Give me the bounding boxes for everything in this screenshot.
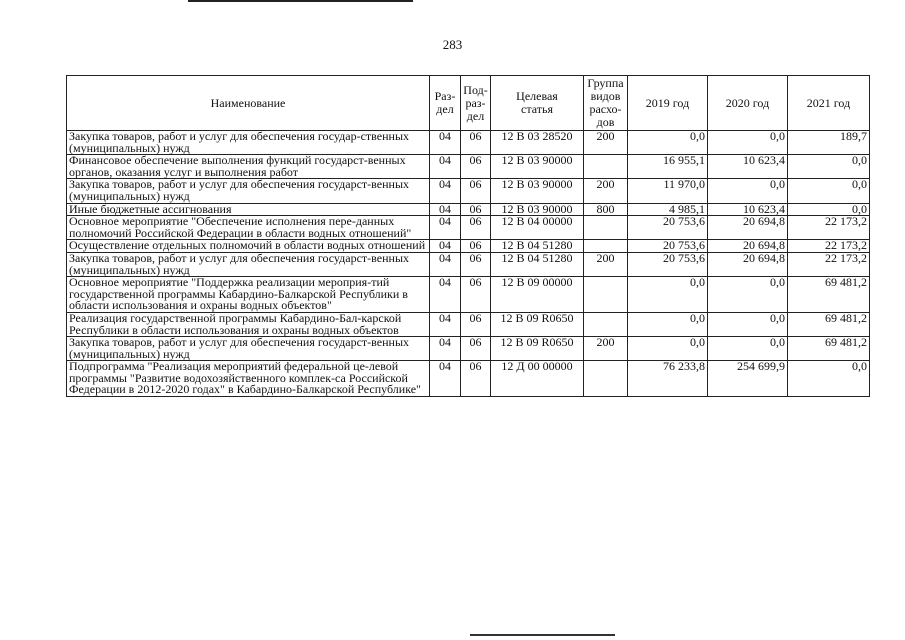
row-2021: 0,0 (788, 361, 870, 397)
row-2019: 0,0 (628, 312, 708, 336)
row-group (584, 155, 628, 179)
row-2021: 0,0 (788, 203, 870, 216)
row-2020: 0,0 (708, 337, 788, 361)
row-group: 800 (584, 203, 628, 216)
header-group: Группа видов расхо- дов (584, 76, 628, 131)
row-section: 04 (430, 131, 461, 155)
row-2021: 69 481,2 (788, 277, 870, 313)
row-subsection: 06 (461, 240, 491, 253)
row-section: 04 (430, 277, 461, 313)
row-subsection: 06 (461, 216, 491, 240)
table-row (67, 337, 870, 361)
row-subsection: 06 (461, 179, 491, 203)
table-row (67, 155, 870, 179)
row-2020: 10 623,4 (708, 203, 788, 216)
row-2019: 4 985,1 (628, 203, 708, 216)
row-2021: 189,7 (788, 131, 870, 155)
row-2020: 0,0 (708, 131, 788, 155)
table-row (67, 131, 870, 155)
row-2020: 20 694,8 (708, 216, 788, 240)
row-group: 200 (584, 337, 628, 361)
row-2020: 20 694,8 (708, 252, 788, 276)
row-2019: 16 955,1 (628, 155, 708, 179)
row-2019: 20 753,6 (628, 252, 708, 276)
top-rule (188, 0, 413, 2)
header-row (67, 76, 870, 131)
table-row (67, 312, 870, 336)
budget-table (66, 75, 870, 397)
header-2020: 2020 год (708, 76, 788, 131)
table-row (67, 277, 870, 313)
row-subsection: 06 (461, 277, 491, 313)
row-2020: 10 623,4 (708, 155, 788, 179)
row-article: 12 В 09 00000 (491, 277, 584, 313)
row-name: Иные бюджетные ассигнования (67, 203, 430, 216)
row-name: Закупка товаров, работ и услуг для обеспечения государст-венных (муниципальных) нужд (67, 179, 430, 203)
row-2021: 0,0 (788, 155, 870, 179)
row-subsection: 06 (461, 131, 491, 155)
table-row (67, 216, 870, 240)
row-group: 200 (584, 179, 628, 203)
row-article: 12 В 04 00000 (491, 216, 584, 240)
row-2021: 22 173,2 (788, 240, 870, 253)
header-article: Целевая статья (491, 76, 584, 131)
row-2019: 20 753,6 (628, 240, 708, 253)
row-article: 12 В 03 90000 (491, 179, 584, 203)
row-2020: 0,0 (708, 277, 788, 313)
table-body (67, 131, 870, 397)
row-section: 04 (430, 203, 461, 216)
row-name: Закупка товаров, работ и услуг для обеспечения государст-венных (муниципальных) нужд (67, 337, 430, 361)
row-group (584, 361, 628, 397)
row-name: Закупка товаров, работ и услуг для обеспечения государст-венных (муниципальных) нужд (67, 252, 430, 276)
row-subsection: 06 (461, 312, 491, 336)
header-section: Раз- дел (430, 76, 461, 131)
row-2019: 0,0 (628, 131, 708, 155)
header-subsection: Под- раз- дел (461, 76, 491, 131)
table-row (67, 252, 870, 276)
row-2021: 69 481,2 (788, 312, 870, 336)
row-2019: 0,0 (628, 337, 708, 361)
header-name: Наименование (67, 76, 430, 131)
row-subsection: 06 (461, 252, 491, 276)
row-subsection: 06 (461, 203, 491, 216)
row-section: 04 (430, 240, 461, 253)
row-article: 12 В 09 R0650 (491, 337, 584, 361)
row-group: 200 (584, 252, 628, 276)
table-row (67, 179, 870, 203)
row-2021: 69 481,2 (788, 337, 870, 361)
row-name: Осуществление отдельных полномочий в области водных отношений (67, 240, 430, 253)
row-2020: 254 699,9 (708, 361, 788, 397)
row-name: Реализация государственной программы Кабардино-Бал-карской Республики в области использования и охраны водных объектов (67, 312, 430, 336)
row-group (584, 277, 628, 313)
row-2019: 20 753,6 (628, 216, 708, 240)
row-subsection: 06 (461, 337, 491, 361)
row-subsection: 06 (461, 155, 491, 179)
row-section: 04 (430, 252, 461, 276)
header-2019: 2019 год (628, 76, 708, 131)
row-group: 200 (584, 131, 628, 155)
row-name: Основное мероприятие "Обеспечение исполнения пере-данных полномочий Российской Федерации в области водных отношений" (67, 216, 430, 240)
row-2019: 76 233,8 (628, 361, 708, 397)
row-2021: 22 173,2 (788, 216, 870, 240)
row-name: Основное мероприятие "Поддержка реализации мероприя-тий государственной программы Кабардино-Балкарской Республики в области использования и охраны водных объектов" (67, 277, 430, 313)
row-2019: 0,0 (628, 277, 708, 313)
row-2021: 0,0 (788, 179, 870, 203)
row-2019: 11 970,0 (628, 179, 708, 203)
row-2020: 20 694,8 (708, 240, 788, 253)
row-name: Закупка товаров, работ и услуг для обеспечения государ-ственных (муниципальных) нужд (67, 131, 430, 155)
row-article: 12 В 03 90000 (491, 155, 584, 179)
row-section: 04 (430, 312, 461, 336)
header-2021: 2021 год (788, 76, 870, 131)
bottom-rule (470, 634, 615, 636)
row-article: 12 Д 00 00000 (491, 361, 584, 397)
row-2020: 0,0 (708, 179, 788, 203)
table-row (67, 361, 870, 397)
row-section: 04 (430, 216, 461, 240)
page-number: 283 (442, 37, 463, 52)
row-section: 04 (430, 179, 461, 203)
row-group (584, 216, 628, 240)
row-article: 12 В 03 28520 (491, 131, 584, 155)
row-name: Подпрограмма "Реализация мероприятий федеральной це-левой программы "Развитие водохозяйственного комплек-са Российской Федерации в 2012-2020 годах" в Кабардино-Балкарской Республике" (67, 361, 430, 397)
row-article: 12 В 03 90000 (491, 203, 584, 216)
row-article: 12 В 04 51280 (491, 252, 584, 276)
row-article: 12 В 09 R0650 (491, 312, 584, 336)
row-2021: 22 173,2 (788, 252, 870, 276)
row-group (584, 312, 628, 336)
row-section: 04 (430, 155, 461, 179)
row-article: 12 В 04 51280 (491, 240, 584, 253)
row-section: 04 (430, 361, 461, 397)
row-section: 04 (430, 337, 461, 361)
row-name: Финансовое обеспечение выполнения функций государст-венных органов, оказания услуг и выполнения работ (67, 155, 430, 179)
row-2020: 0,0 (708, 312, 788, 336)
row-subsection: 06 (461, 361, 491, 397)
